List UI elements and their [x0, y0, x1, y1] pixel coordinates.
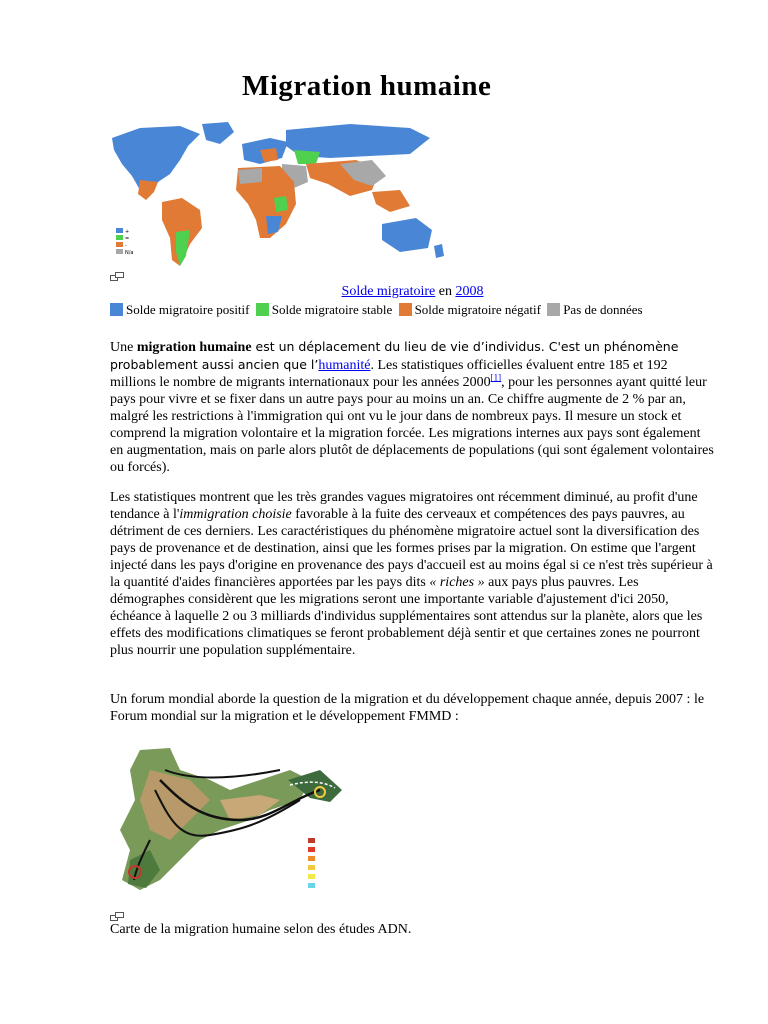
bold-term: migration humaine [136, 340, 252, 355]
text: , pour les personnes ayant quitté leur pays pour vivre et se fixer dans un autre pays pour au moins un an. Ce chiffre augmente de 2 % par an, malgré les restrictions à l'immigration qui ont vu le jour dans de nombreux pays. Il mesure un stock et comprend la migration volontaire et la migration forcée. Les migrations internes aux pays sont également en augmentation, mais on parle alors plutôt de déplacements de populations (qui sont également volontaires ou forcés). [110, 375, 714, 475]
text: aux pays plus pauvres. Les démographes considèrent que les migrations seront une importante variable d'ajustement d'ici 2050, échéance à laquelle 2 ou 3 milliards d'individus supplémentaires sont attendus sur la planète, alors que les effets des modifications climatiques se feront probablement déjà sentir et que certaines zones ne pourront plus nourrir une population supplémentaire. [110, 575, 703, 658]
enlarge-icon[interactable] [110, 912, 124, 922]
caption-text: en [435, 284, 456, 299]
legend-swatch [256, 303, 269, 316]
mini-legend-label: - [125, 243, 127, 249]
link-humanite[interactable]: humanité [318, 358, 371, 373]
link-solde-migratoire[interactable]: Solde migratoire [341, 284, 436, 299]
dna-migration-map[interactable] [110, 740, 350, 905]
legend-item [256, 302, 393, 317]
legend-item [399, 302, 541, 317]
link-2008[interactable]: 2008 [455, 284, 484, 299]
legend-label: Solde migratoire négatif [414, 302, 541, 317]
text: favorable à la fuite des cerveaux et compétences des pays pauvres, au détriment de ces derniers. Les caractéristiques du phénomène migratoire actuel sont la diversification des pays de provenance et de destination, ainsi que les formes prises par la migration. On estime que l'argent injecté dans les pays d'origine en provenance des pays d'accueil est au moins égal si ce n'est très supérieur à la quantité d'aides financières apportées par les pays dits [110, 507, 713, 590]
enlarge-icon[interactable] [110, 272, 124, 282]
italic-term: immigration choisie [179, 507, 292, 522]
text: . Les statistiques officielles évaluent entre 185 et 192 millions le nombre de migrants internationaux pour les années 2000 [110, 358, 668, 390]
world-migration-map[interactable] [110, 120, 450, 270]
page-title: Migration humaine [242, 70, 492, 102]
reference-link[interactable]: [1] [490, 372, 502, 383]
legend-swatch [547, 303, 560, 316]
paragraph-forum [110, 691, 715, 725]
legend-label: Pas de données [563, 302, 643, 317]
text: est un déplacement du lieu de vie d’individus. C'est un phénomène probablement aussi ancien que l’ [110, 339, 679, 372]
figure-caption [110, 284, 715, 300]
dna-map-caption: Carte de la migration humaine selon des études ADN. [110, 922, 412, 937]
mini-legend-label: + [125, 229, 130, 235]
mini-legend-label: = [125, 236, 130, 242]
text: Une [110, 340, 137, 355]
italic-term: « riches » [429, 575, 485, 590]
text: Un forum mondial aborde la question de la migration et du développement chaque année, depuis 2007 : le Forum mondial sur la migration et le développement FMMD : [110, 692, 705, 724]
paragraph-statistics [110, 489, 715, 659]
legend-swatch [399, 303, 412, 316]
text: Les statistiques montrent que les très grandes vagues migratoires ont récemment diminué, au profit d'une tendance à l' [110, 490, 698, 522]
legend-label: Solde migratoire positif [126, 302, 250, 317]
map-legend [110, 302, 646, 318]
paragraph-intro [110, 338, 715, 476]
legend-item [547, 302, 642, 317]
legend-item [110, 302, 249, 317]
mini-legend-label: N/a [125, 250, 134, 256]
legend-label: Solde migratoire stable [271, 302, 393, 317]
legend-swatch [110, 303, 123, 316]
